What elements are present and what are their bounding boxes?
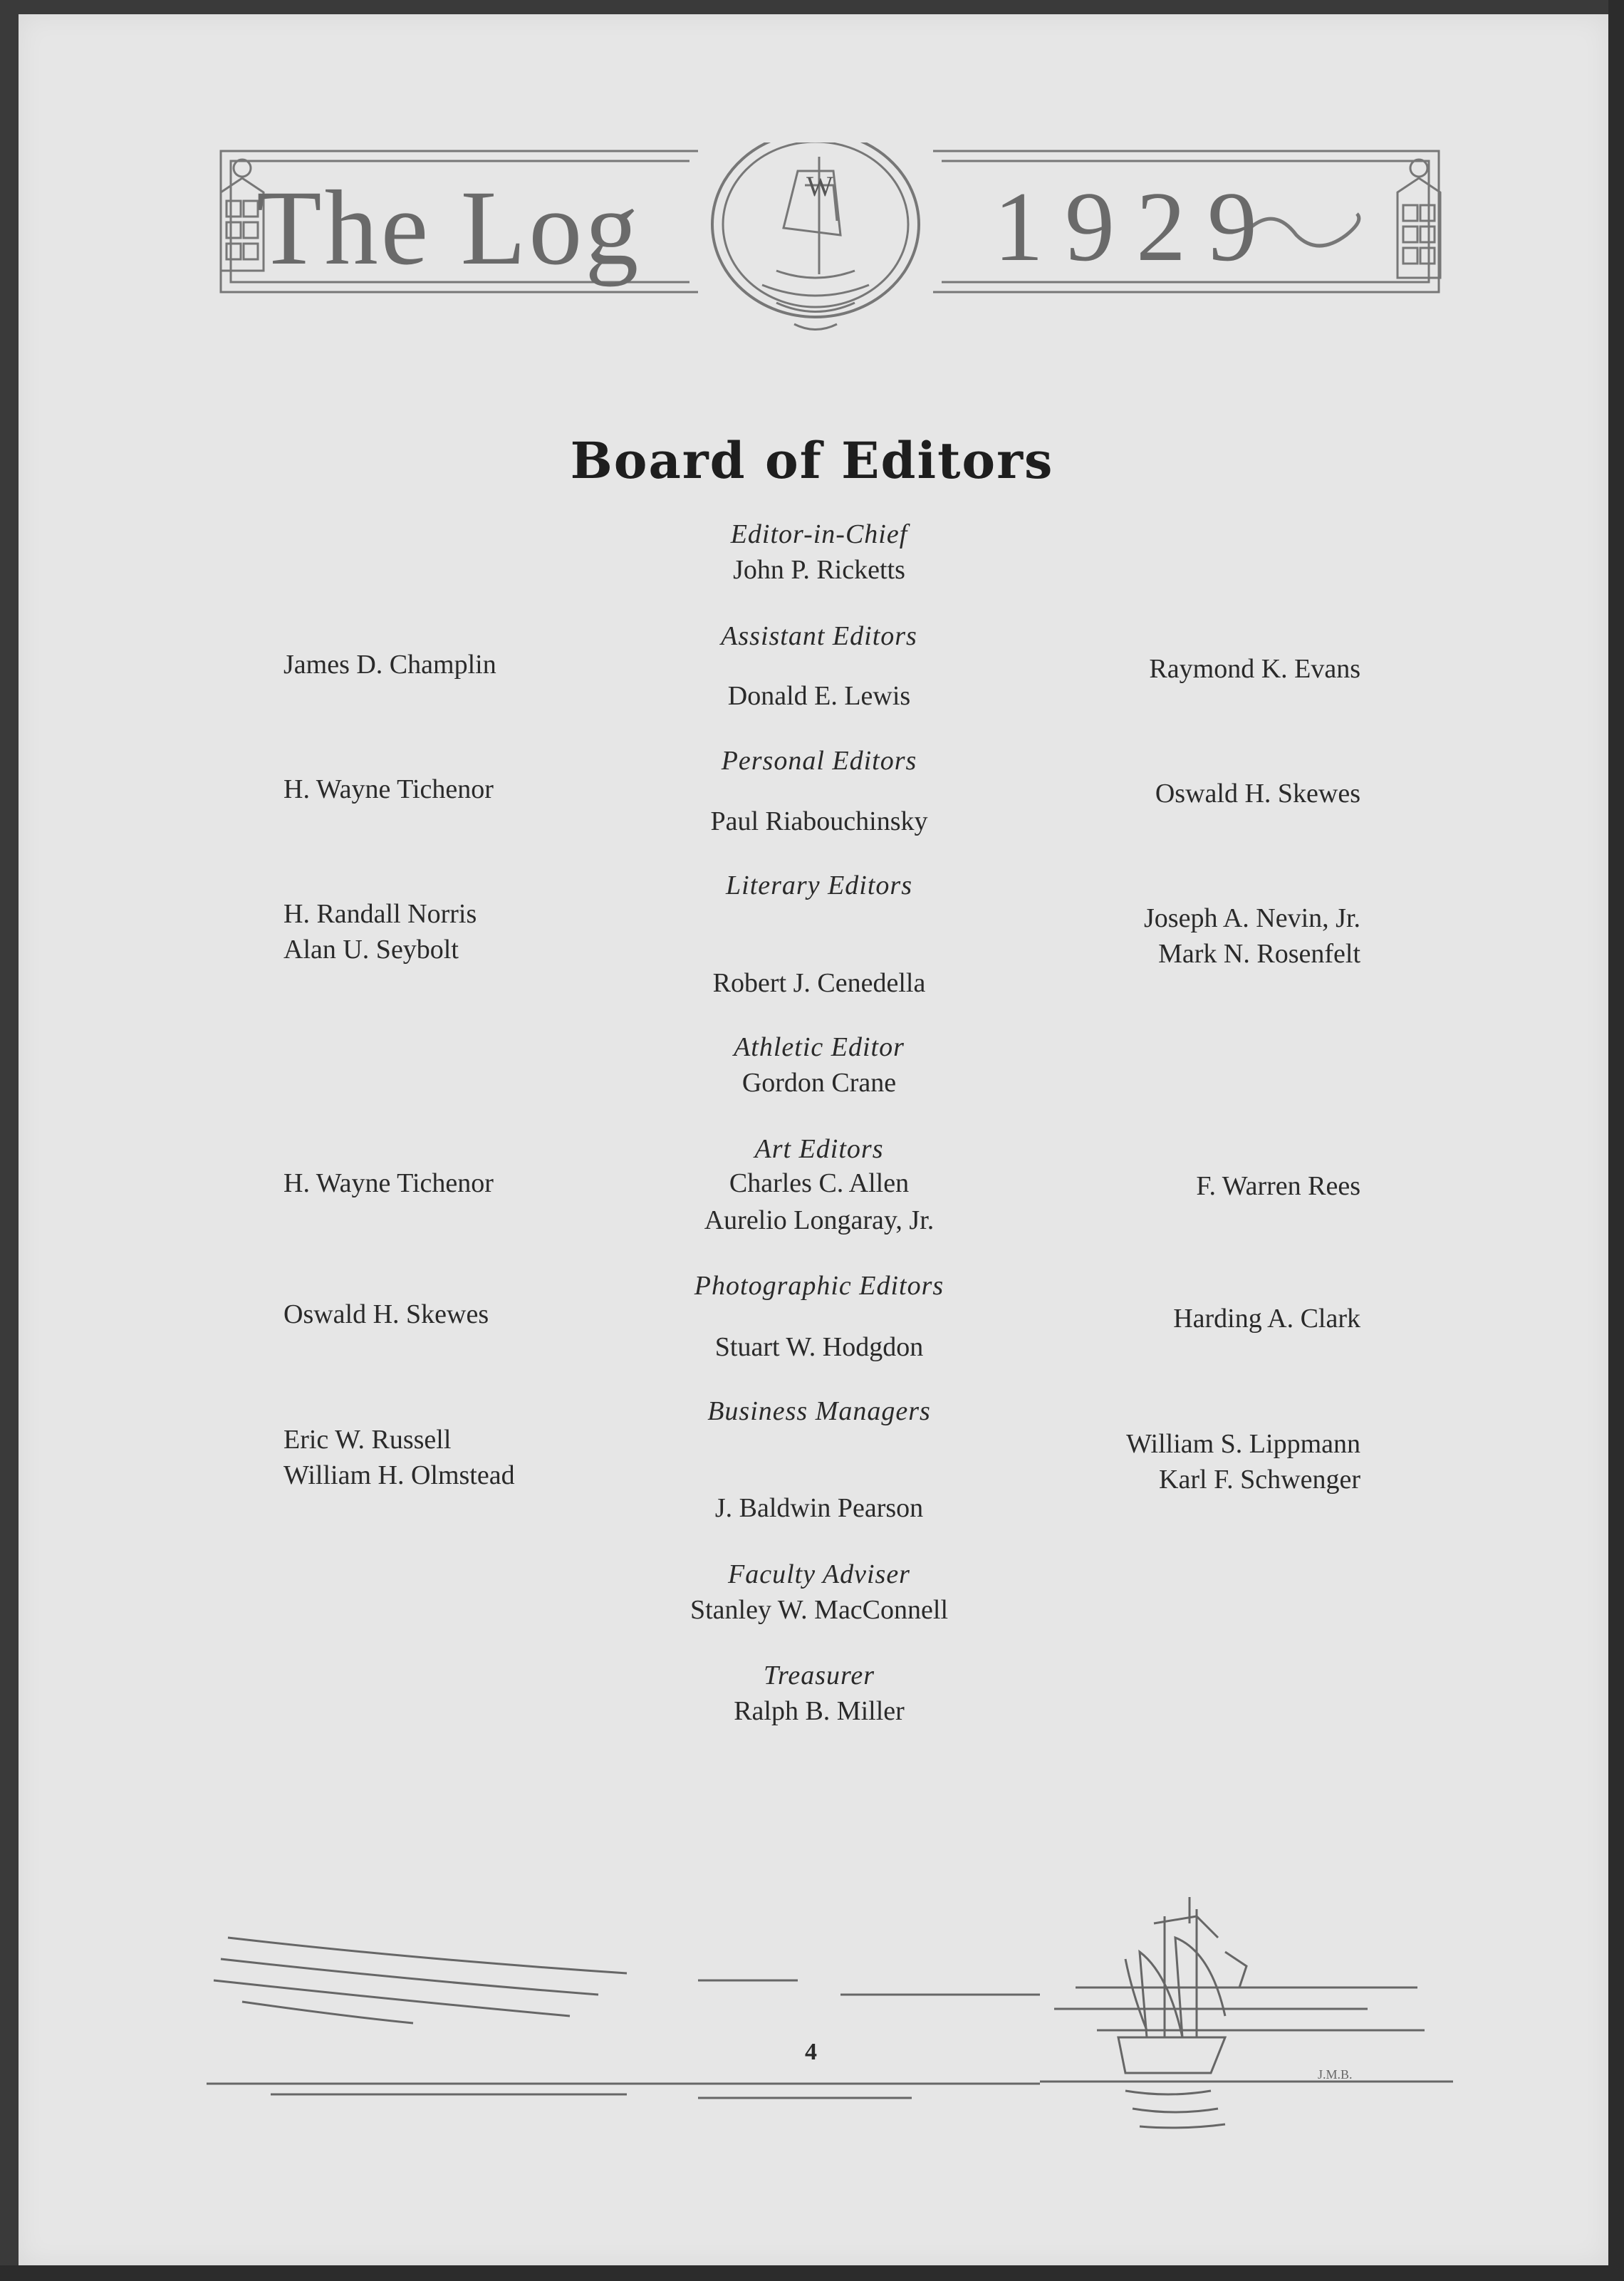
role-editor-in-chief: Editor-in-Chief <box>730 519 908 549</box>
role-assistant-editors: Assistant Editors <box>721 621 917 651</box>
right-name: Karl F. Schwenger <box>1159 1465 1360 1495</box>
center-name: Stanley W. MacConnell <box>689 1595 949 1625</box>
emblem-letter: W <box>806 170 833 202</box>
left-name: Oswald H. Skewes <box>283 1299 489 1329</box>
right-name: Joseph A. Nevin, Jr. <box>1144 903 1360 933</box>
left-name: William H. Olmstead <box>283 1460 515 1490</box>
left-name: H. Wayne Tichenor <box>283 1168 494 1198</box>
center-name: Stuart W. Hodgdon <box>714 1332 924 1362</box>
left-name: H. Randall Norris <box>283 899 477 929</box>
right-name: Mark N. Rosenfelt <box>1158 939 1360 969</box>
sailing-ship-icon <box>1118 1909 1246 2073</box>
page-number: 4 <box>805 2039 817 2065</box>
right-name: F. Warren Rees <box>1196 1171 1360 1201</box>
role-photographic-editors: Photographic Editors <box>694 1271 944 1301</box>
header-banner <box>214 142 1453 363</box>
role-art-editors: Art Editors <box>754 1134 884 1164</box>
role-business-managers: Business Managers <box>707 1396 931 1426</box>
left-name: Eric W. Russell <box>283 1425 452 1455</box>
right-name: Raymond K. Evans <box>1149 654 1360 684</box>
center-name: Donald E. Lewis <box>727 681 911 711</box>
artist-initials: J.M.B. <box>1318 2067 1353 2082</box>
logo-text: The Log <box>256 169 642 287</box>
center-name: Charles C. Allen <box>729 1168 910 1198</box>
year-text: 1929 <box>994 172 1279 282</box>
role-personal-editors: Personal Editors <box>721 746 917 776</box>
left-name: James D. Champlin <box>283 650 496 680</box>
footer-ship-illustration <box>199 1895 1467 2158</box>
right-lantern-icon <box>1397 160 1440 278</box>
left-name: Alan U. Seybolt <box>283 935 459 965</box>
role-literary-editors: Literary Editors <box>726 871 912 900</box>
center-name: Aurelio Longaray, Jr. <box>704 1205 935 1235</box>
center-name: Gordon Crane <box>741 1068 897 1098</box>
role-athletic-editor: Athletic Editor <box>734 1032 905 1062</box>
right-name: Harding A. Clark <box>1173 1304 1360 1334</box>
role-faculty-adviser: Faculty Adviser <box>728 1559 910 1589</box>
center-name: Robert J. Cenedella <box>712 968 926 998</box>
right-name: William S. Lippmann <box>1126 1429 1360 1459</box>
right-name: Oswald H. Skewes <box>1155 779 1360 809</box>
center-name: Ralph B. Miller <box>734 1696 905 1726</box>
scan-edge-right <box>1608 0 1624 2281</box>
center-name: J. Baldwin Pearson <box>714 1493 924 1523</box>
scan-edge-bottom <box>0 2265 1624 2281</box>
editor-in-chief-name: John P. Ricketts <box>733 555 905 585</box>
page-title: Board of Editors <box>570 431 1054 490</box>
role-treasurer: Treasurer <box>763 1661 875 1690</box>
left-name: H. Wayne Tichenor <box>283 774 494 804</box>
center-name: Paul Riabouchinsky <box>710 806 928 836</box>
